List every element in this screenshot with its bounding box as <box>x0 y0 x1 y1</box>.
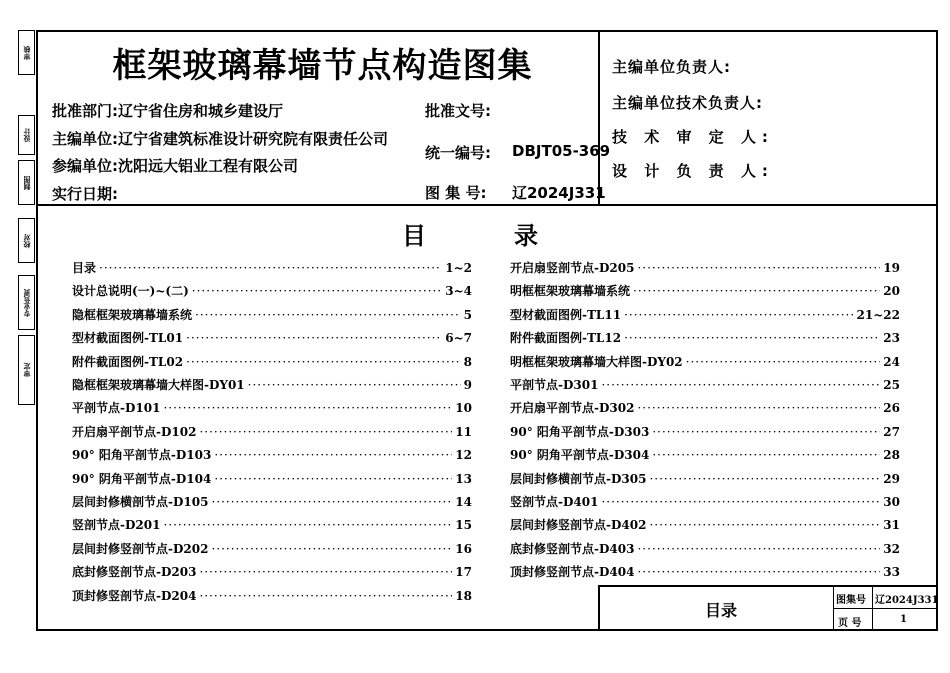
side-cell-drawing <box>18 160 35 205</box>
toc-row-page: 24 <box>883 354 900 369</box>
toc-row <box>510 259 900 276</box>
toc-row-leader <box>163 401 452 415</box>
toc-row <box>72 423 472 440</box>
toc-row-label: 明框框架玻璃幕墙系统 <box>510 284 631 299</box>
toc-row-leader <box>186 355 461 369</box>
side-cell-check <box>18 218 35 263</box>
chief-unit: 主编单位:辽宁省建筑标准设计研究院有限责任公司 <box>52 130 389 148</box>
toc-row-page: 19 <box>883 261 900 275</box>
toc-row <box>72 540 472 557</box>
toc-row-label: 附件截面图例-TL02 <box>72 354 184 369</box>
toc-row-leader <box>99 261 442 275</box>
toc-row-label: 型材截面图例-TL11 <box>510 307 622 322</box>
toc-row-leader <box>637 261 880 275</box>
toc-row-label: 层间封修横剖节点-D105 <box>72 495 209 509</box>
toc-row-page: 15 <box>455 518 472 533</box>
toc-row-page: 11 <box>455 424 472 439</box>
side-cell-label: 审核 <box>22 45 31 60</box>
toc-row <box>510 329 900 346</box>
toc-row-leader <box>248 378 461 392</box>
toc-row-leader <box>192 284 442 298</box>
toc-title-left: 目 <box>402 222 426 250</box>
approval-no-label: 批准文号: <box>425 102 491 120</box>
toc-row <box>510 540 900 557</box>
toc-row-leader <box>211 542 452 556</box>
toc-row-page: 10 <box>455 401 472 416</box>
toc-row-label: 明框框架玻璃幕墙大样图-DY02 <box>510 354 683 369</box>
toc-row-leader <box>637 401 880 415</box>
page-title: 框架玻璃幕墙节点构造图集 <box>112 46 533 86</box>
toc-row-label: 层间封修竖剖节点-D402 <box>510 518 647 533</box>
chief-unit-leader: 主编单位负责人: <box>612 58 731 76</box>
toc-row-page: 14 <box>455 495 472 509</box>
toc-row-leader <box>652 448 880 462</box>
toc-row-leader <box>186 331 442 345</box>
toc-row <box>510 470 900 487</box>
atlas-no-value: 辽2024J331 <box>512 184 606 202</box>
design-leader: 设 计 负 责 人: <box>612 162 774 180</box>
toc-row-leader <box>199 425 452 439</box>
toc-row-leader <box>686 355 881 369</box>
toc-row-label: 开启扇平剖节点-D302 <box>510 401 635 416</box>
toc-row-label: 设计总说明(一)~(二) <box>72 284 189 299</box>
side-cell-label: 设计 <box>22 128 31 142</box>
participant-unit: 参编单位:沈阳远大铝业工程有限公司 <box>52 157 299 175</box>
toc-row-leader <box>649 518 880 532</box>
approval-dept: 批准部门:辽宁省住房和城乡建设厅 <box>52 102 284 120</box>
technical-reviewer: 技 术 审 定 人: <box>612 128 774 146</box>
toc-row-page: 3~4 <box>445 284 472 299</box>
toc-row-label: 平剖节点-D101 <box>72 401 161 416</box>
toc-row-page: 27 <box>883 424 900 439</box>
toc-row <box>72 282 472 299</box>
toc-row <box>510 563 900 580</box>
side-cell-label: 制图 <box>22 175 31 190</box>
toc-row <box>72 470 472 487</box>
toc-row <box>72 493 472 510</box>
toc-row-label: 开启扇平剖节点-D102 <box>72 424 197 439</box>
toc-row-page: 18 <box>455 588 472 603</box>
side-cell-specialist <box>18 275 35 330</box>
toc-row <box>510 282 900 299</box>
toc-row <box>510 353 900 370</box>
title-block-mid <box>833 608 937 609</box>
toc-row-page: 28 <box>883 448 900 463</box>
toc-row <box>510 306 900 323</box>
toc-row-page: 29 <box>883 471 900 486</box>
side-cell-label: 校对 <box>22 233 31 248</box>
toc-row <box>510 423 900 440</box>
toc-row-leader <box>633 284 880 298</box>
toc-row-leader <box>649 472 880 486</box>
title-block-name: 目录 <box>705 601 738 620</box>
toc-row-leader <box>652 425 880 439</box>
side-cell-design <box>18 115 35 155</box>
toc-row-page: 23 <box>883 331 900 346</box>
toc-row-label: 底封修竖剖节点-D403 <box>510 541 635 556</box>
toc-row-page: 17 <box>455 565 472 580</box>
toc-row-leader <box>199 589 452 603</box>
toc-row <box>72 353 472 370</box>
toc-row-page: 21~22 <box>856 307 900 322</box>
toc-row-leader <box>214 472 452 486</box>
toc-row-leader <box>195 308 461 322</box>
title-block-atlas-value: 辽2024J331 <box>875 595 939 606</box>
toc-row-label: 附件截面图例-TL12 <box>510 331 622 346</box>
toc-row-page: 31 <box>883 518 900 533</box>
toc-row <box>72 306 472 323</box>
toc-row-leader <box>637 542 880 556</box>
toc-row-page: 25 <box>883 378 900 392</box>
chief-unit-tech-leader: 主编单位技术负责人: <box>612 94 763 112</box>
header-divider <box>36 204 938 206</box>
toc-row-page: 1~2 <box>445 261 472 275</box>
toc-row-label: 90° 阳角平剖节点-D303 <box>510 424 650 439</box>
toc-row <box>72 376 472 393</box>
side-cell-approve <box>18 335 35 405</box>
toc-row-leader <box>163 518 452 532</box>
toc-row-label: 型材截面图例-TL01 <box>72 331 184 346</box>
unified-no-label: 统一编号: <box>425 144 491 162</box>
toc-row-page: 9 <box>463 378 472 392</box>
toc-row-page: 13 <box>455 471 472 486</box>
toc-row <box>72 399 472 416</box>
toc-row <box>72 446 472 463</box>
toc-row-leader <box>214 448 452 462</box>
toc-row-page: 5 <box>463 307 472 322</box>
toc-row-page: 30 <box>883 495 900 509</box>
toc-row-leader <box>601 495 880 509</box>
toc-row <box>72 516 472 533</box>
toc-row-page: 16 <box>455 541 472 556</box>
toc-row <box>510 446 900 463</box>
title-block-atlas-label: 图集号 <box>836 595 866 606</box>
implementation-date: 实行日期: <box>52 185 118 203</box>
toc-row-label: 隐框框架玻璃幕墙系统 <box>72 307 193 322</box>
toc-row-page: 20 <box>883 284 900 299</box>
toc-row-label: 竖剖节点-D201 <box>72 518 161 533</box>
toc-row <box>510 493 900 510</box>
toc-row-leader <box>199 565 452 579</box>
toc-row-leader <box>211 495 452 509</box>
toc-row-label: 层间封修竖剖节点-D202 <box>72 541 209 556</box>
side-cell-review <box>18 30 35 75</box>
title-block-page-value: 1 <box>900 614 907 625</box>
toc-row-label: 顶封修竖剖节点-D404 <box>510 565 635 580</box>
toc-row-page: 12 <box>455 448 472 463</box>
toc-row <box>510 376 900 393</box>
toc-row-leader <box>624 331 880 345</box>
toc-title-right: 录 <box>514 222 538 250</box>
toc-row <box>72 587 472 604</box>
toc-row-label: 开启扇竖剖节点-D205 <box>510 261 635 275</box>
unified-no-value: DBJT05-369 <box>512 142 611 160</box>
side-cell-label: 专业负责 <box>22 288 31 317</box>
toc-row <box>510 516 900 533</box>
toc-row-leader <box>624 308 853 322</box>
toc-row-leader <box>637 565 880 579</box>
toc-row <box>72 329 472 346</box>
toc-row-label: 顶封修竖剖节点-D204 <box>72 588 197 603</box>
title-block-top <box>598 585 938 587</box>
toc-row <box>510 399 900 416</box>
side-cell-label: 审定 <box>22 363 31 377</box>
toc-row-page: 8 <box>463 354 472 369</box>
toc-row <box>72 563 472 580</box>
toc-row-label: 90° 阴角平剖节点-D104 <box>72 471 212 486</box>
toc-row-page: 32 <box>883 541 900 556</box>
toc-row-label: 层间封修横剖节点-D305 <box>510 471 647 486</box>
toc-row-label: 90° 阳角平剖节点-D103 <box>72 448 212 463</box>
atlas-no-label: 图 集 号: <box>425 184 487 202</box>
header-column-divider <box>598 30 600 206</box>
toc-row-label: 隐框框架玻璃幕墙大样图-DY01 <box>72 378 245 392</box>
toc-row-label: 目录 <box>72 261 97 275</box>
toc-row-page: 33 <box>883 565 900 580</box>
toc-row-page: 6~7 <box>445 331 472 346</box>
toc-row-leader <box>601 378 880 392</box>
toc-row <box>72 259 472 276</box>
title-block-left <box>598 585 600 631</box>
toc-row-label: 90° 阴角平剖节点-D304 <box>510 448 650 463</box>
toc-row-label: 底封修竖剖节点-D203 <box>72 565 197 580</box>
toc-row-label: 竖剖节点-D401 <box>510 495 599 509</box>
toc-row-page: 26 <box>883 401 900 416</box>
toc-row-label: 平剖节点-D301 <box>510 378 599 392</box>
title-block-page-label: 页 号 <box>838 618 862 629</box>
